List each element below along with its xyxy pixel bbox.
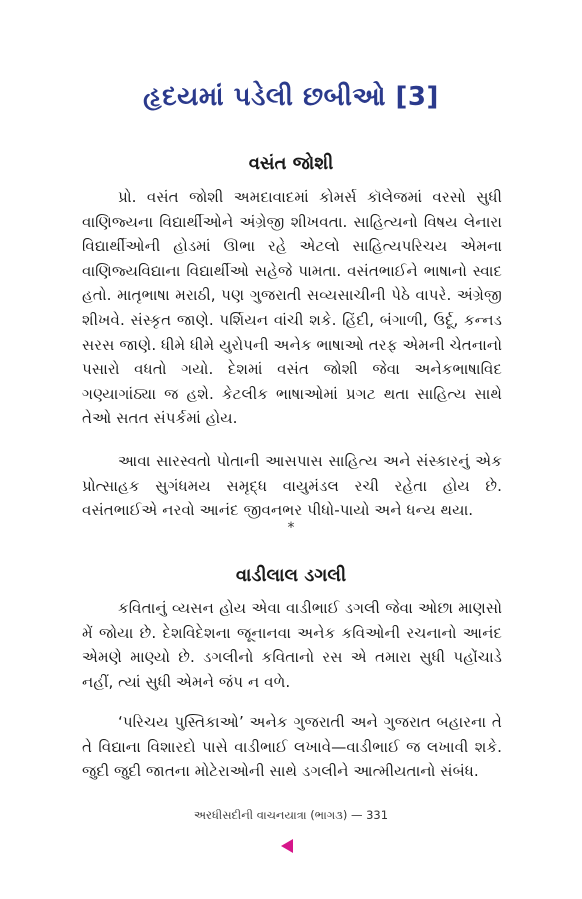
section-divider: * (287, 520, 295, 536)
chapter-title: હૃદયમાં પડેલી છબીઓ [3] (143, 82, 439, 112)
paragraph: પ્રો. વસંત જોશી અમદાવાદમાં કોમર્સ કૉલેજમાં વરસો સુધી વાણિજ્યના વિદ્યાર્થીઓને અંગ્રેજી શીખવતા. સાહિત્યનો વિષય લેનારા વિદ્યાર્થીઓની હોડમાં ઊભા રહે એટલો સાહિત્યપરિચય એમના વાણિજ્યવિદ્યાના વિદ્યાર્થીઓ સહેજે પામતા. વસંતભાઈને ભાષાનો સ્વાદ હતો. માતૃભાષા મરાઠી, પણ ગુજરાતી સવ્યસાચીની પેઠે વાપરે. અંગ્રેજી શીખવે. સંસ્કૃત જાણે. પર્શિયન વાંચી શકે. હિંદી, બંગાળી, ઉર્દૂ, કન્નડ સરસ જાણે. ધીમે ધીમે યુરોપની અનેક ભાષાઓ તરફ એમની ચેતનાનો પસારો વધતો ગયો. દેશમાં વસંત જોશી જેવા અનેકભાષાવિદ ગણ્યાગાંઠ્યા જ હશે. કેટલીક ભાષાઓમાં પ્રગટ થતા સાહિત્ય સાથે તેઓ સતત સંપર્કમાં હોય. (82, 188, 502, 428)
paragraph: કવિતાનું વ્યસન હોય એવા વાડીભાઈ ડગલી જેવા ઓછા માણસો મેં જોયા છે. દેશવિદેશના જૂનાનવા અનેક કવિઓની રચનાનો આનંદ એમણે માણ્યો છે. ડગલીનો કવિતાનો રસ એ તમારા સુધી પહોંચાડે નહીં, ત્યાં સુધી એમને જંપ ન વળે. (82, 599, 502, 691)
previous-page-arrow-icon[interactable] (281, 839, 293, 853)
page-footer: અરધીસદીની વાચનયાત્રા (ભાગ૩) — 331 (193, 808, 389, 822)
section-heading-vasant-joshi: વસંત જોશી (248, 153, 334, 174)
section-heading-vadilal-dagli: વાડીલાલ ડગલી (235, 565, 347, 586)
paragraph: ‘પરિચય પુસ્તિકાઓ’ અનેક ગુજરાતી અને ગુજરાત બહારના તે તે વિદ્યાના વિશારદો પાસે વાડીભાઈ લખાવે—વાડીભાઈ જ લખાવી શકે. જુદી જુદી જાતના મોટેરાઓની સાથે ડગલીને આત્મીયતાનો સંબંધ. (82, 713, 502, 781)
paragraph: આવા સારસ્વતો પોતાની આસપાસ સાહિત્ય અને સંસ્કારનું એક પ્રોત્સાહક સુગંધમય સમૃદ્ધ વાયુમંડલ રચી રહેતા હોય છે. વસંતભાઈએ નરવો આનંદ જીવનભર પીધો-પાયો અને ધન્ય થયા. (82, 452, 502, 520)
